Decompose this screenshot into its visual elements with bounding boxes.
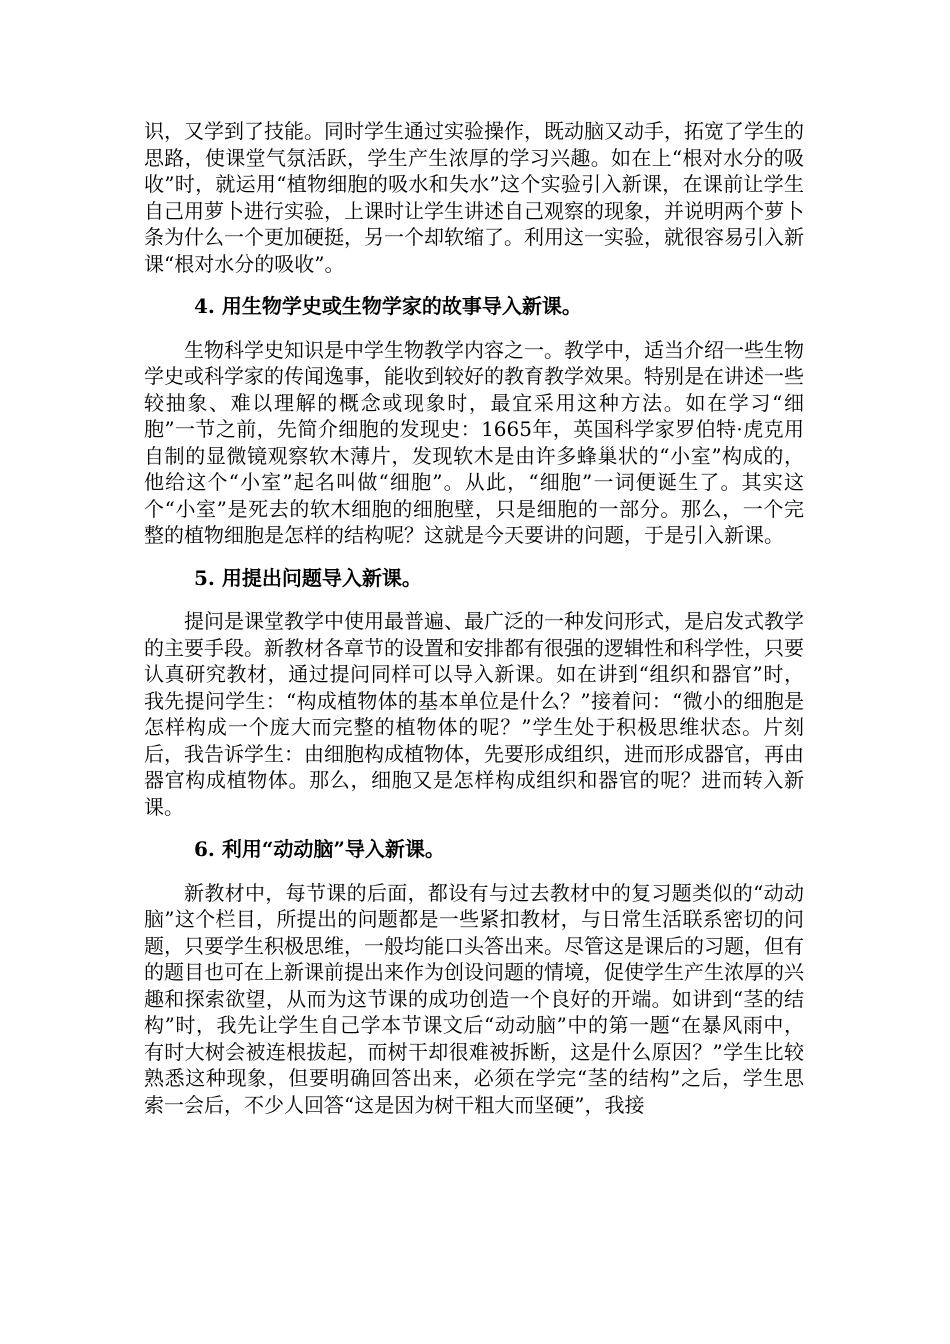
document-page	[144, 118, 804, 1118]
paragraph-section-4: 生物科学史知识是中学生物教学内容之一。教学中，适当介绍一些生物学史或科学家的传闻逸事，能收到较好的教育教学效果。特别是在讲述一些较抽象、难以理解的概念或现象时，最宜采用这种方法。如在学习“细胞”一节之前，先简介细胞的发现史：1665年，英国科学家罗伯特·虎克用自制的显微镜观察软木薄片，发现软木是由许多蜂巢状的“小室”构成的，他给这个“小室”起名叫做“细胞”。从此，“细胞”一词便诞生了。其实这个“小室”是死去的软木细胞的细胞壁，只是细胞的一部分。那么，一个完整的植物细胞是怎样的结构呢？这就是今天要讲的问题，于是引入新课。	[144, 337, 804, 547]
paragraph-section-5: 提问是课堂教学中使用最普遍、最广泛的一种发问形式，是启发式教学的主要手段。新教材各章节的设置和安排都有很强的逻辑性和科学性，只要认真研究教材，通过提问同样可以导入新课。如在讲到“组织和器官”时，我先提问学生：“构成植物体的基本单位是什么？”接着问：“微小的细胞是怎样构成一个庞大而完整的植物体的呢？”学生处于积极思维状态。片刻后，我告诉学生：由细胞构成植物体，先要形成组织，进而形成器官，再由器官构成植物体。那么，细胞又是怎样构成组织和器官的呢？进而转入新课。	[144, 609, 804, 819]
spacer	[144, 320, 804, 337]
spacer	[144, 549, 804, 565]
spacer	[144, 820, 804, 836]
section-heading-6: 6. 利用“动动脑”导入新课。	[194, 837, 445, 861]
spacer	[144, 277, 804, 293]
section-heading-5: 5. 用提出问题导入新课。	[194, 565, 422, 590]
spacer	[144, 591, 804, 608]
paragraph-continuation: 识，又学到了技能。同时学生通过实验操作，既动脑又动手，拓宽了学生的思路，使课堂气氛活跃，学生产生浓厚的学习兴趣。如在上“根对水分的吸收”时，就运用“植物细胞的吸水和失水”这个实验引入新课，在课前让学生自己用萝卜进行实验，上课时让学生讲述自己观察的现象，并说明两个萝卜条为什么一个更加硬挺，另一个却软缩了。利用这一实验，就很容易引入新课“根对水分的吸收”。	[144, 119, 804, 276]
section-heading-4: 4. 用生物学史或生物学家的故事导入新课。	[194, 294, 582, 318]
spacer	[144, 863, 804, 880]
paragraph-section-6: 新教材中，每节课的后面，都设有与过去教材中的复习题类似的“动动脑”这个栏目，所提出的问题都是一些紧扣教材，与日常生活联系密切的问题，只要学生积极思维，一般均能口头答出来。尽管这是课后的习题，但有的题目也可在上新课前提出来作为创设问题的情境，促使学生产生浓厚的兴趣和探索欲望，从而为这节课的成功创造一个良好的开端。如讲到“茎的结构”时，我先让学生自己学本节课文后“动动脑”中的第一题“在暴风雨中，有时大树会被连根拔起，而树干却很难被拆断，这是什么原因？”学生比较熟悉这种现象，但要明确回答出来，必须在学完“茎的结构”之后，学生思索一会后，不少人回答“这是因为树干粗大而坚硬”，我接	[144, 880, 804, 1117]
